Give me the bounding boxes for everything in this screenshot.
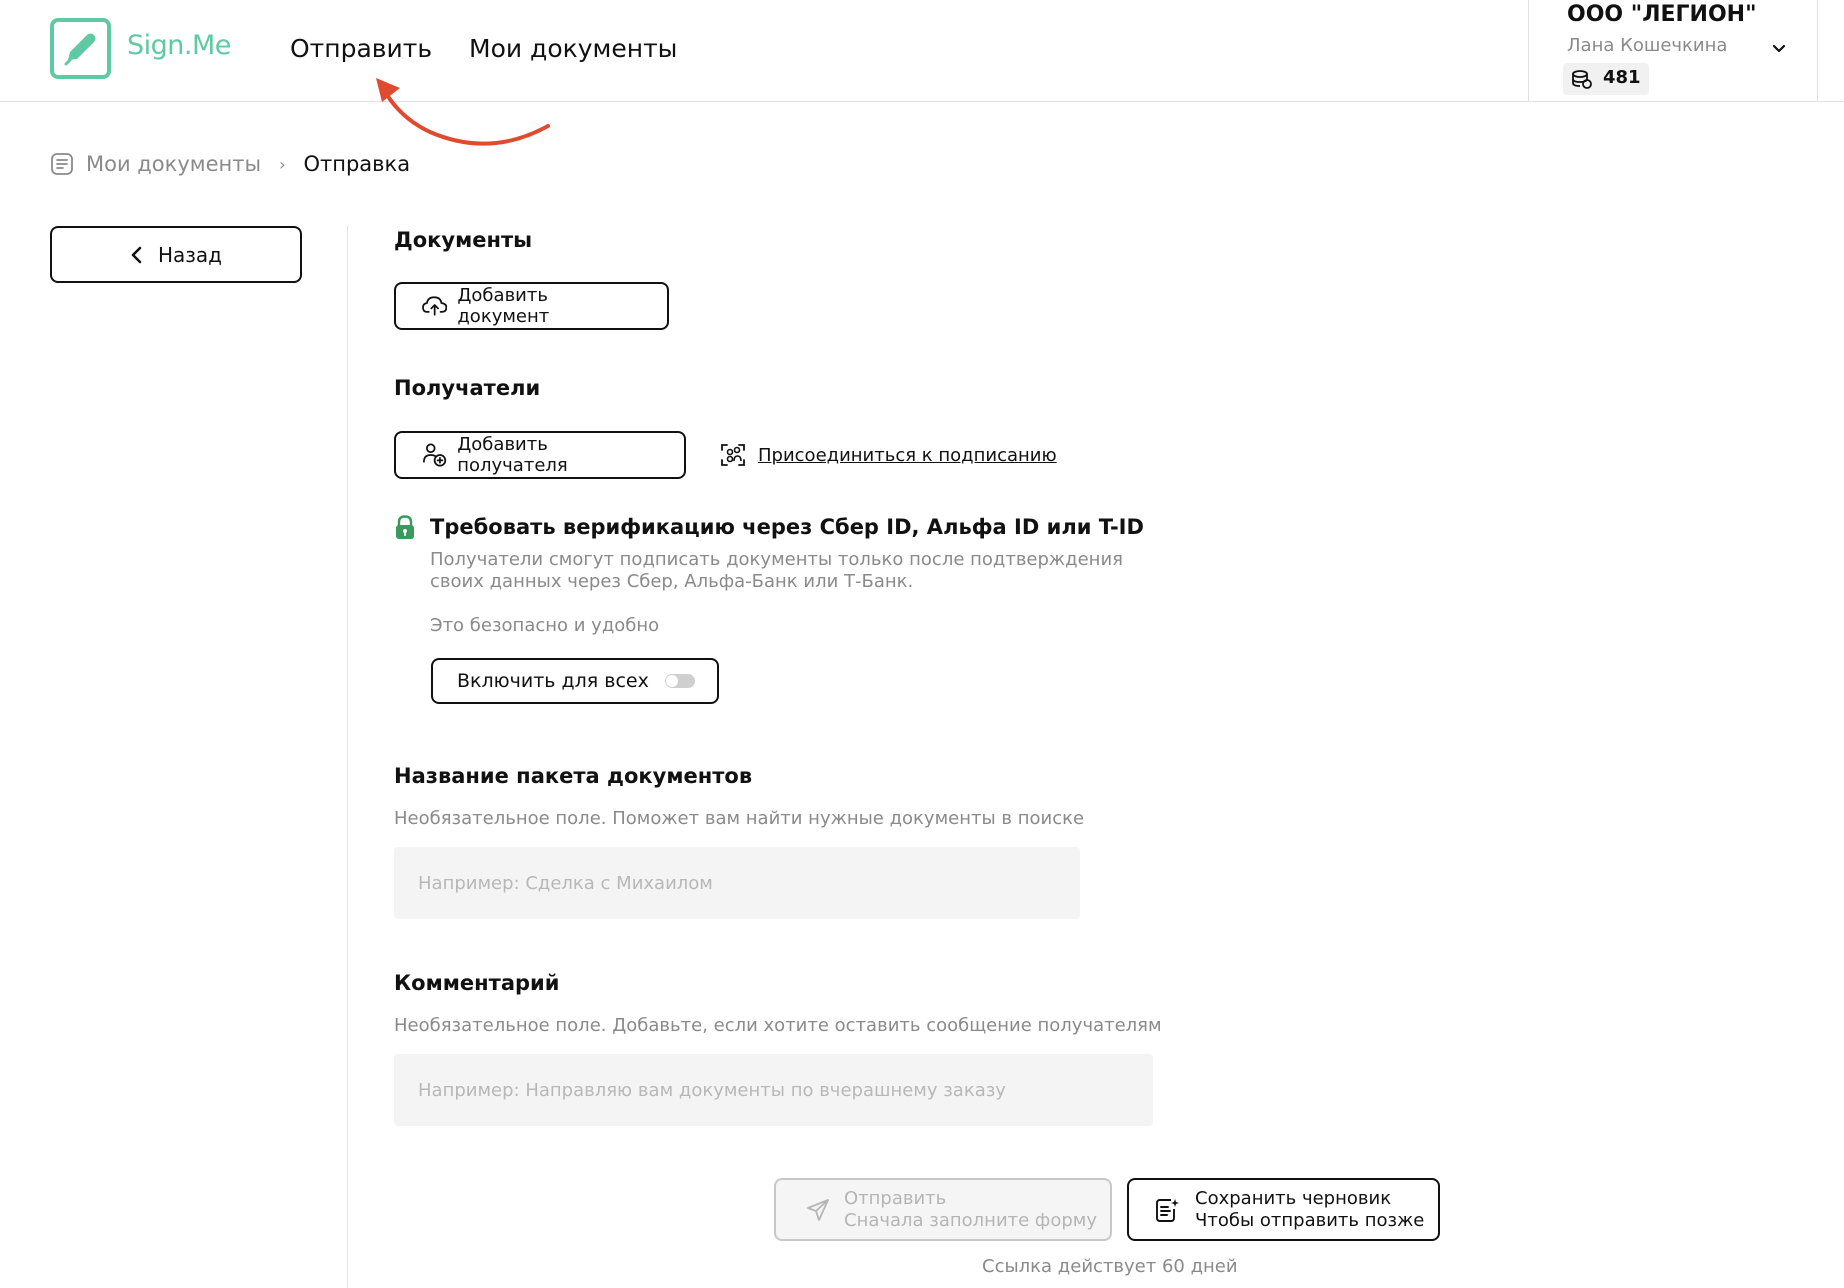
account-switcher[interactable] [1528, 0, 1818, 101]
save-draft-label: Сохранить черновик [1195, 1187, 1392, 1209]
comment-title: Комментарий [394, 971, 560, 995]
send-button-label: Отправить [844, 1187, 947, 1209]
coins-icon [1571, 69, 1593, 89]
add-document-button[interactable] [394, 282, 669, 330]
balance-badge [1563, 63, 1649, 95]
pen-icon [54, 22, 107, 75]
annotation-arrow-icon [370, 72, 555, 152]
join-signing-label: Присоединиться к подписанию [758, 444, 1057, 466]
comment-input[interactable] [394, 1054, 1153, 1126]
send-button[interactable] [774, 1178, 1112, 1241]
recipients-title: Получатели [394, 376, 541, 400]
save-draft-button[interactable] [1127, 1178, 1440, 1241]
add-document-label: Добавить документ [457, 285, 550, 327]
add-person-icon [422, 442, 447, 468]
enable-for-all-toggle[interactable] [431, 658, 719, 704]
top-header [0, 0, 1844, 102]
cloud-upload-icon [422, 295, 447, 317]
package-name-title: Название пакета документов [394, 764, 753, 788]
sign-me-logo[interactable] [50, 18, 111, 79]
balance-value: 481 [1603, 67, 1641, 88]
toggle-knob [666, 675, 678, 687]
user-name: Лана Кошечкина [1567, 35, 1728, 56]
chevron-down-icon[interactable] [1769, 38, 1789, 58]
breadcrumb-my-documents[interactable]: Мои документы [86, 152, 262, 176]
documents-title: Документы [394, 228, 533, 252]
left-divider [347, 226, 348, 1288]
join-signing-link[interactable] [720, 442, 1057, 468]
paper-plane-icon [806, 1198, 830, 1222]
link-validity-note: Ссылка действует 60 дней [982, 1256, 1238, 1277]
package-name-hint: Необязательное поле. Поможет вам найти нужные документы в поиске [394, 808, 1085, 829]
organization-name: ООО "ЛЕГИОН" [1567, 2, 1757, 27]
nav-send[interactable]: Отправить [290, 34, 433, 63]
breadcrumb-separator-icon: › [279, 154, 286, 174]
breadcrumb [50, 150, 410, 178]
comment-hint: Необязательное поле. Добавьте, если хотите оставить сообщение получателям [394, 1015, 1162, 1036]
package-name-input[interactable] [394, 847, 1080, 919]
draft-document-icon [1155, 1197, 1179, 1223]
brand-name[interactable]: Sign.Me [127, 30, 231, 61]
join-signing-icon [720, 442, 746, 468]
add-recipient-label: Добавить получателя [457, 434, 568, 476]
back-button-label: Назад [157, 242, 222, 267]
verification-title: Требовать верификацию через Сбер ID, Альфа ID или T-ID [430, 515, 1144, 539]
back-button[interactable] [50, 226, 302, 283]
nav-my-documents[interactable]: Мои документы [469, 34, 678, 63]
lock-icon [394, 515, 416, 541]
add-recipient-button[interactable] [394, 431, 686, 479]
verification-description-line1: Получатели смогут подписать документы только после подтверждения [430, 549, 1123, 570]
save-draft-sublabel: Чтобы отправить позже [1195, 1209, 1425, 1231]
enable-for-all-label: Включить для всех [457, 670, 649, 692]
breadcrumb-current: Отправка [303, 152, 411, 176]
toggle-switch[interactable] [665, 674, 695, 688]
verification-description-line2: своих данных через Сбер, Альфа-Банк или Т-Банк. [430, 571, 914, 592]
document-list-icon [50, 152, 74, 176]
verification-note: Это безопасно и удобно [430, 615, 660, 636]
chevron-left-icon [130, 245, 144, 265]
send-button-sublabel: Сначала заполните форму [844, 1209, 1097, 1231]
